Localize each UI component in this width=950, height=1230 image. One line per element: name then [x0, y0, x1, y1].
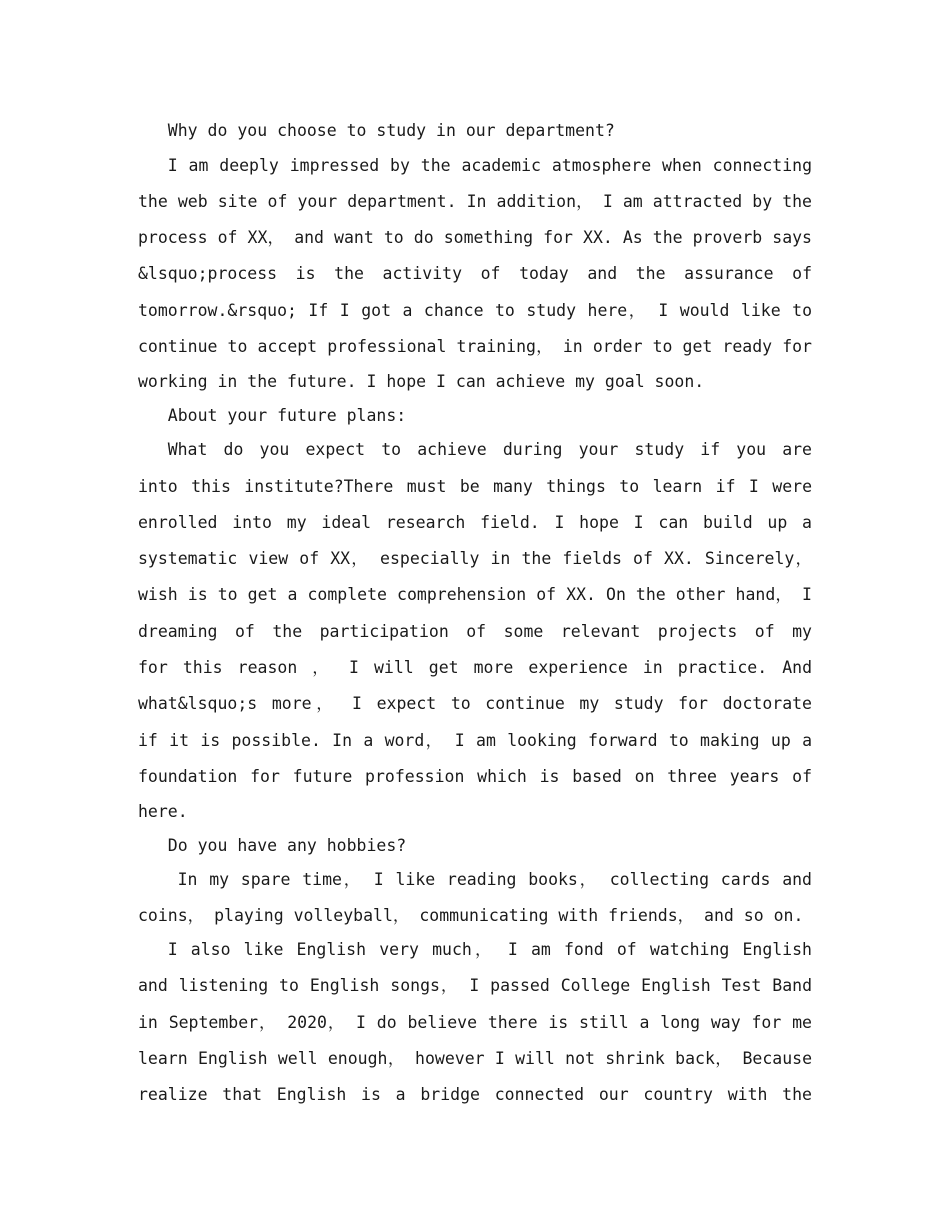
text-line: tomorrow.&rsquo; If I got a chance to study here， I would like to	[138, 300, 812, 320]
text-line: if it is possible. In a word， I am looking forward to making up a	[138, 730, 812, 750]
text-line: learn English well enough， however I will not shrink back， Because	[138, 1048, 812, 1068]
text-line: realize that English is a bridge connected our country with the	[138, 1085, 812, 1105]
text-line: wish is to get a complete comprehension of XX. On the other hand， I	[138, 585, 812, 605]
text-line: I am deeply impressed by the academic atmosphere when connecting	[167, 155, 812, 175]
text-line: what&lsquo;s more， I expect to continue my study for doctorate	[138, 694, 812, 714]
text-line: Why do you choose to study in our department?	[138, 121, 615, 140]
text-line: coins， playing volleyball， communicating with friends， and so on.	[138, 905, 804, 925]
text-line: continue to accept professional training， in order to get ready for	[138, 336, 812, 356]
text-line: In my spare time， I like reading books， collecting cards and	[177, 870, 812, 890]
text-line: I also like English very much， I am fond of watching English	[167, 940, 812, 960]
text-line: the web site of your department. In addition， I am attracted by the	[138, 191, 812, 211]
text-line: systematic view of XX， especially in the fields of XX. Sincerely，	[138, 549, 812, 569]
text-line: in September， 2020， I do believe there is still a long way for me	[138, 1012, 812, 1032]
text-line: working in the future. I hope I can achieve my goal soon.	[138, 372, 705, 392]
text-line: here.	[138, 802, 188, 822]
text-line: &lsquo;process is the activity of today and the assurance of	[138, 264, 812, 284]
text-line: for this reason ， I will get more experience in practice. And	[138, 658, 812, 678]
text-line: and listening to English songs， I passed College English Test Band	[138, 976, 812, 996]
text-line: into this institute?There must be many things to learn if I were	[138, 476, 812, 496]
text-line: dreaming of the participation of some relevant projects of my	[138, 621, 812, 641]
text-line: foundation for future profession which is based on three years of	[138, 766, 812, 786]
text-line: What do you expect to achieve during your study if you are	[167, 440, 812, 460]
text-line: Do you have any hobbies?	[138, 835, 407, 855]
text-line: About your future plans:	[138, 405, 407, 425]
text-line: process of XX， and want to do something for XX. As the proverb says	[138, 228, 812, 248]
document-body	[138, 114, 812, 1114]
text-line: enrolled into my ideal research field. I hope I can build up a	[138, 512, 812, 532]
